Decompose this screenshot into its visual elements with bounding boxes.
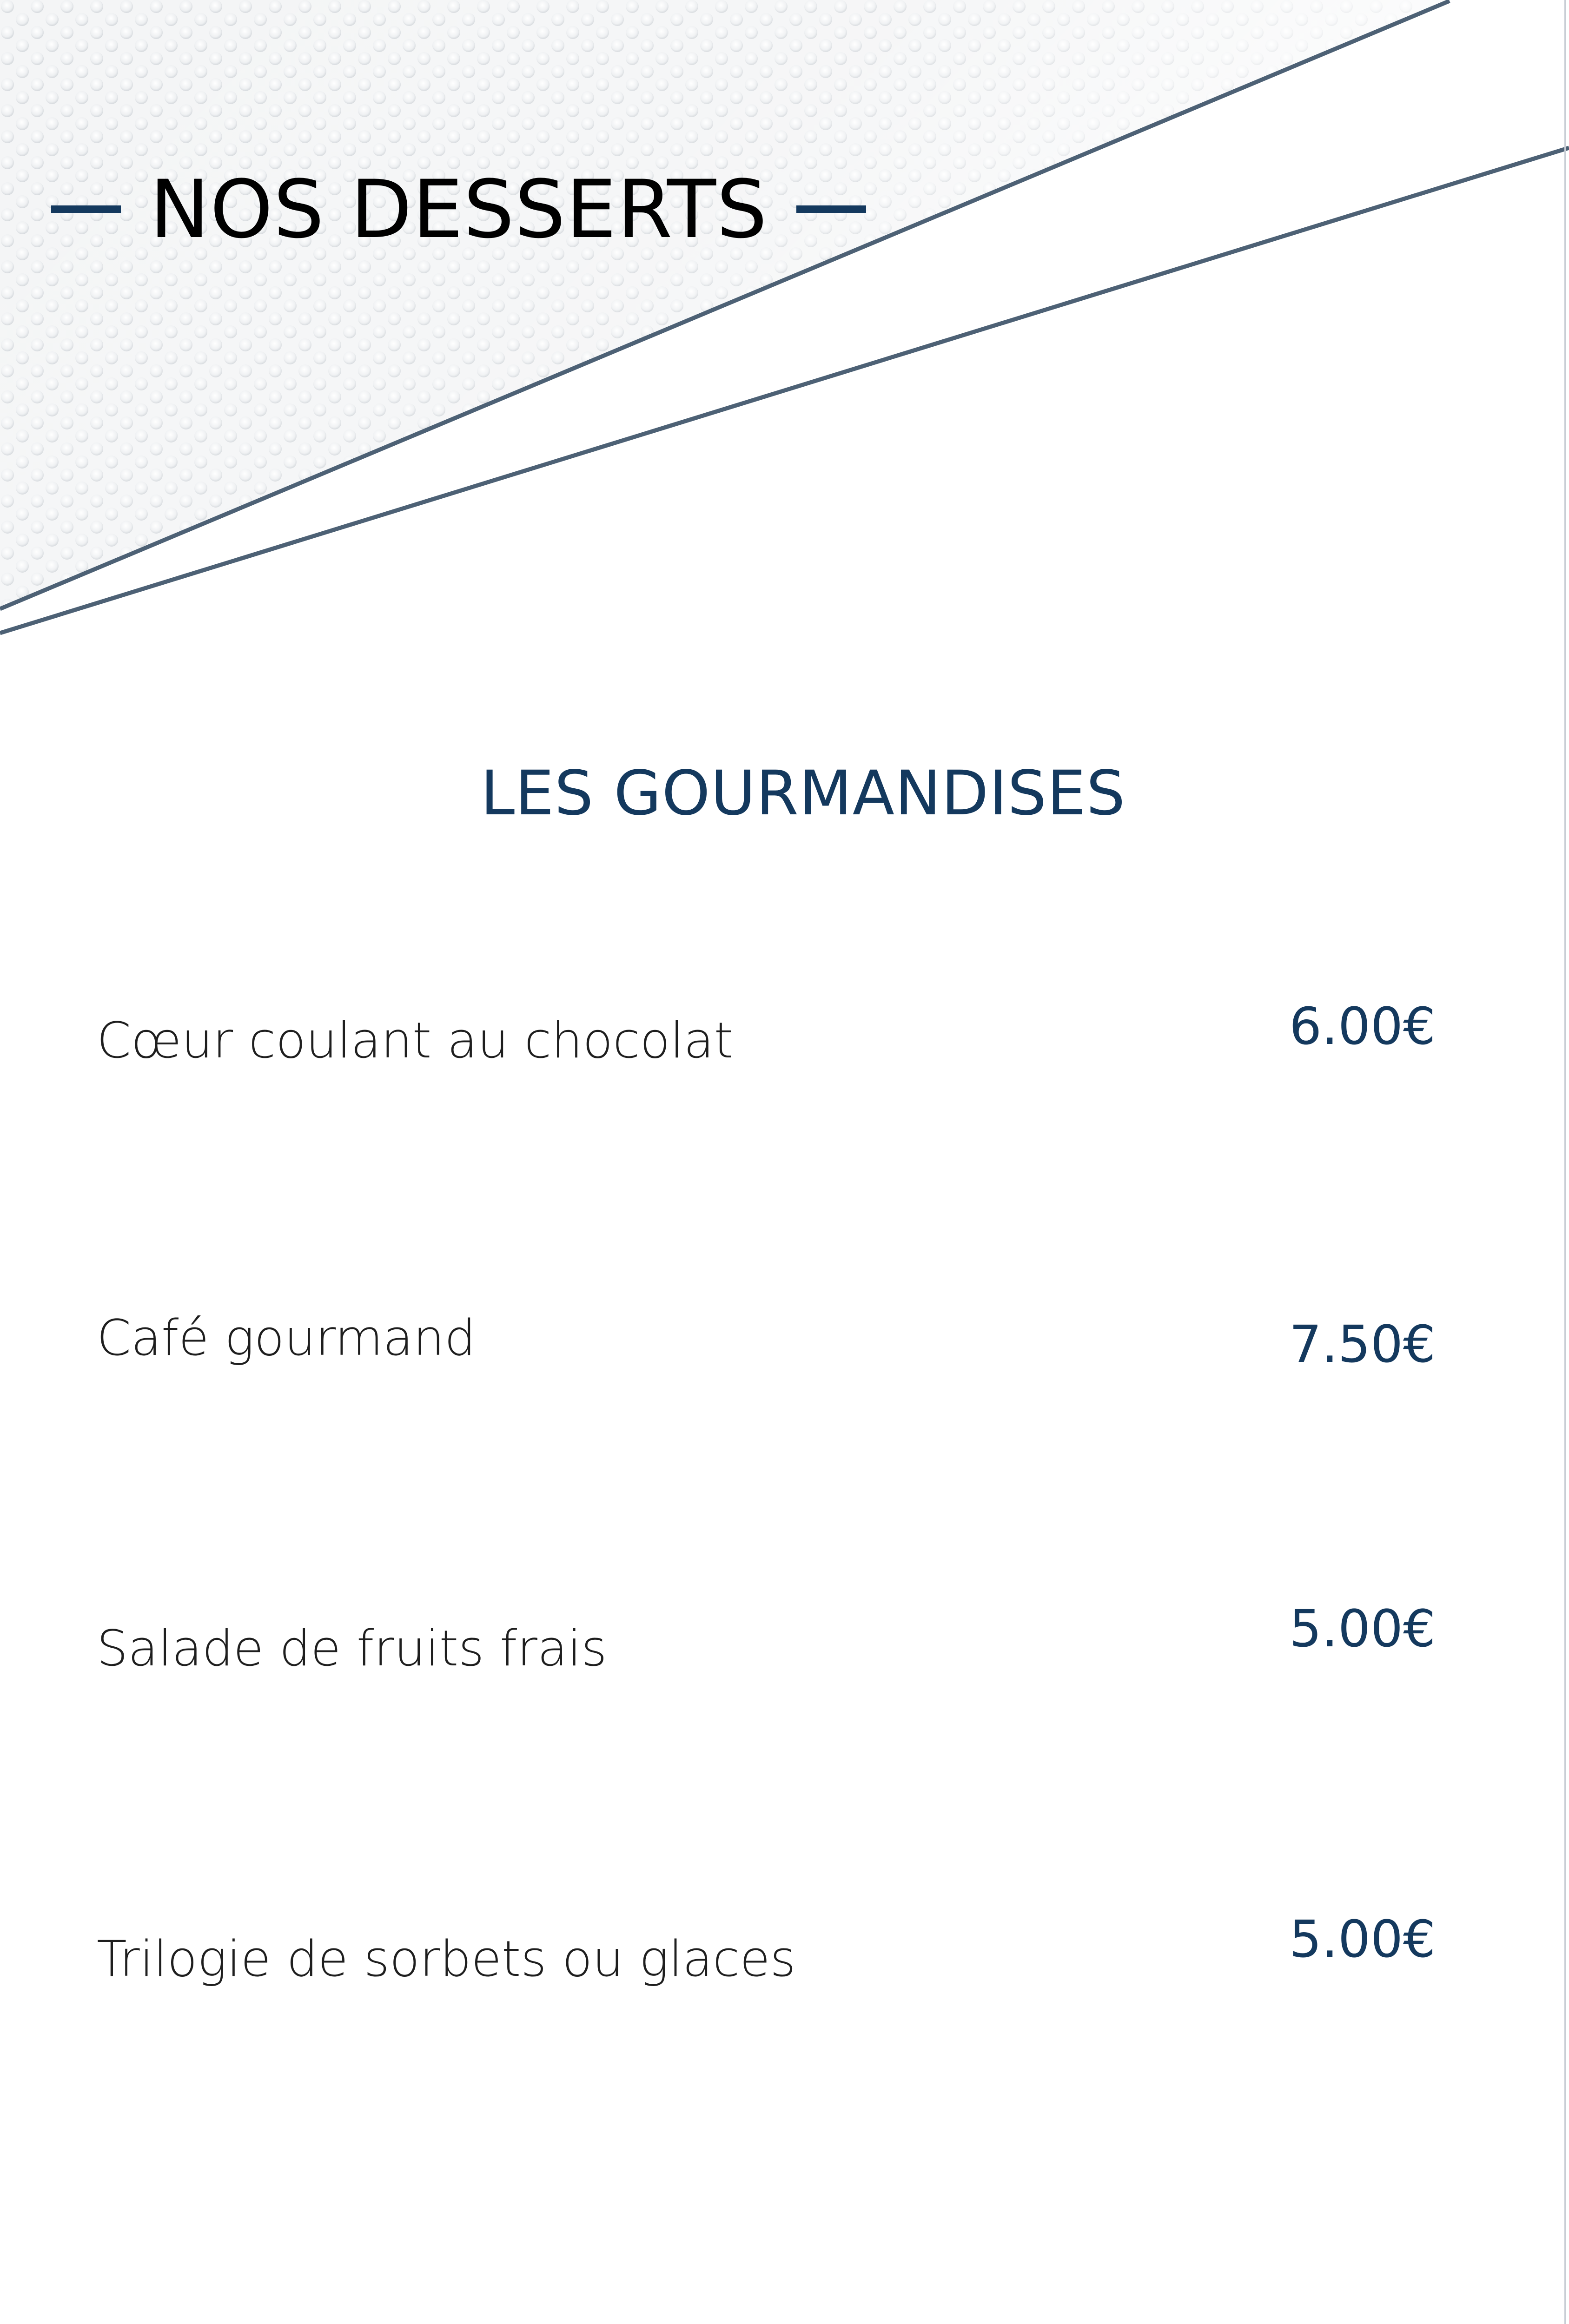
menu-item bbox=[97, 1909, 1436, 1987]
page-title bbox=[51, 153, 866, 265]
header-diagonal-lines bbox=[0, 0, 1569, 651]
title-dash-left bbox=[51, 205, 121, 213]
menu-item-price: 6.00€ bbox=[1289, 997, 1436, 1056]
menu-item-name: Cœur coulant au chocolat bbox=[97, 1012, 734, 1069]
title-dash-right bbox=[796, 205, 866, 213]
section-title: LES GOURMANDISES bbox=[480, 758, 1126, 829]
menu-item-price: 5.00€ bbox=[1289, 1599, 1436, 1658]
right-border-line bbox=[1564, 0, 1566, 2324]
menu-item-price: 5.00€ bbox=[1289, 1909, 1436, 1969]
menu-item bbox=[97, 1599, 1436, 1677]
menu-item-name: Café gourmand bbox=[97, 1309, 476, 1367]
menu-item bbox=[97, 1292, 1436, 1374]
menu-item bbox=[97, 995, 1436, 1069]
menu-item-name: Trilogie de sorbets ou glaces bbox=[97, 1930, 796, 1987]
menu-item-name: Salade de fruits frais bbox=[97, 1620, 607, 1677]
page-title-text: NOS DESSERTS bbox=[150, 162, 768, 256]
menu-item-price: 7.50€ bbox=[1289, 1314, 1436, 1374]
